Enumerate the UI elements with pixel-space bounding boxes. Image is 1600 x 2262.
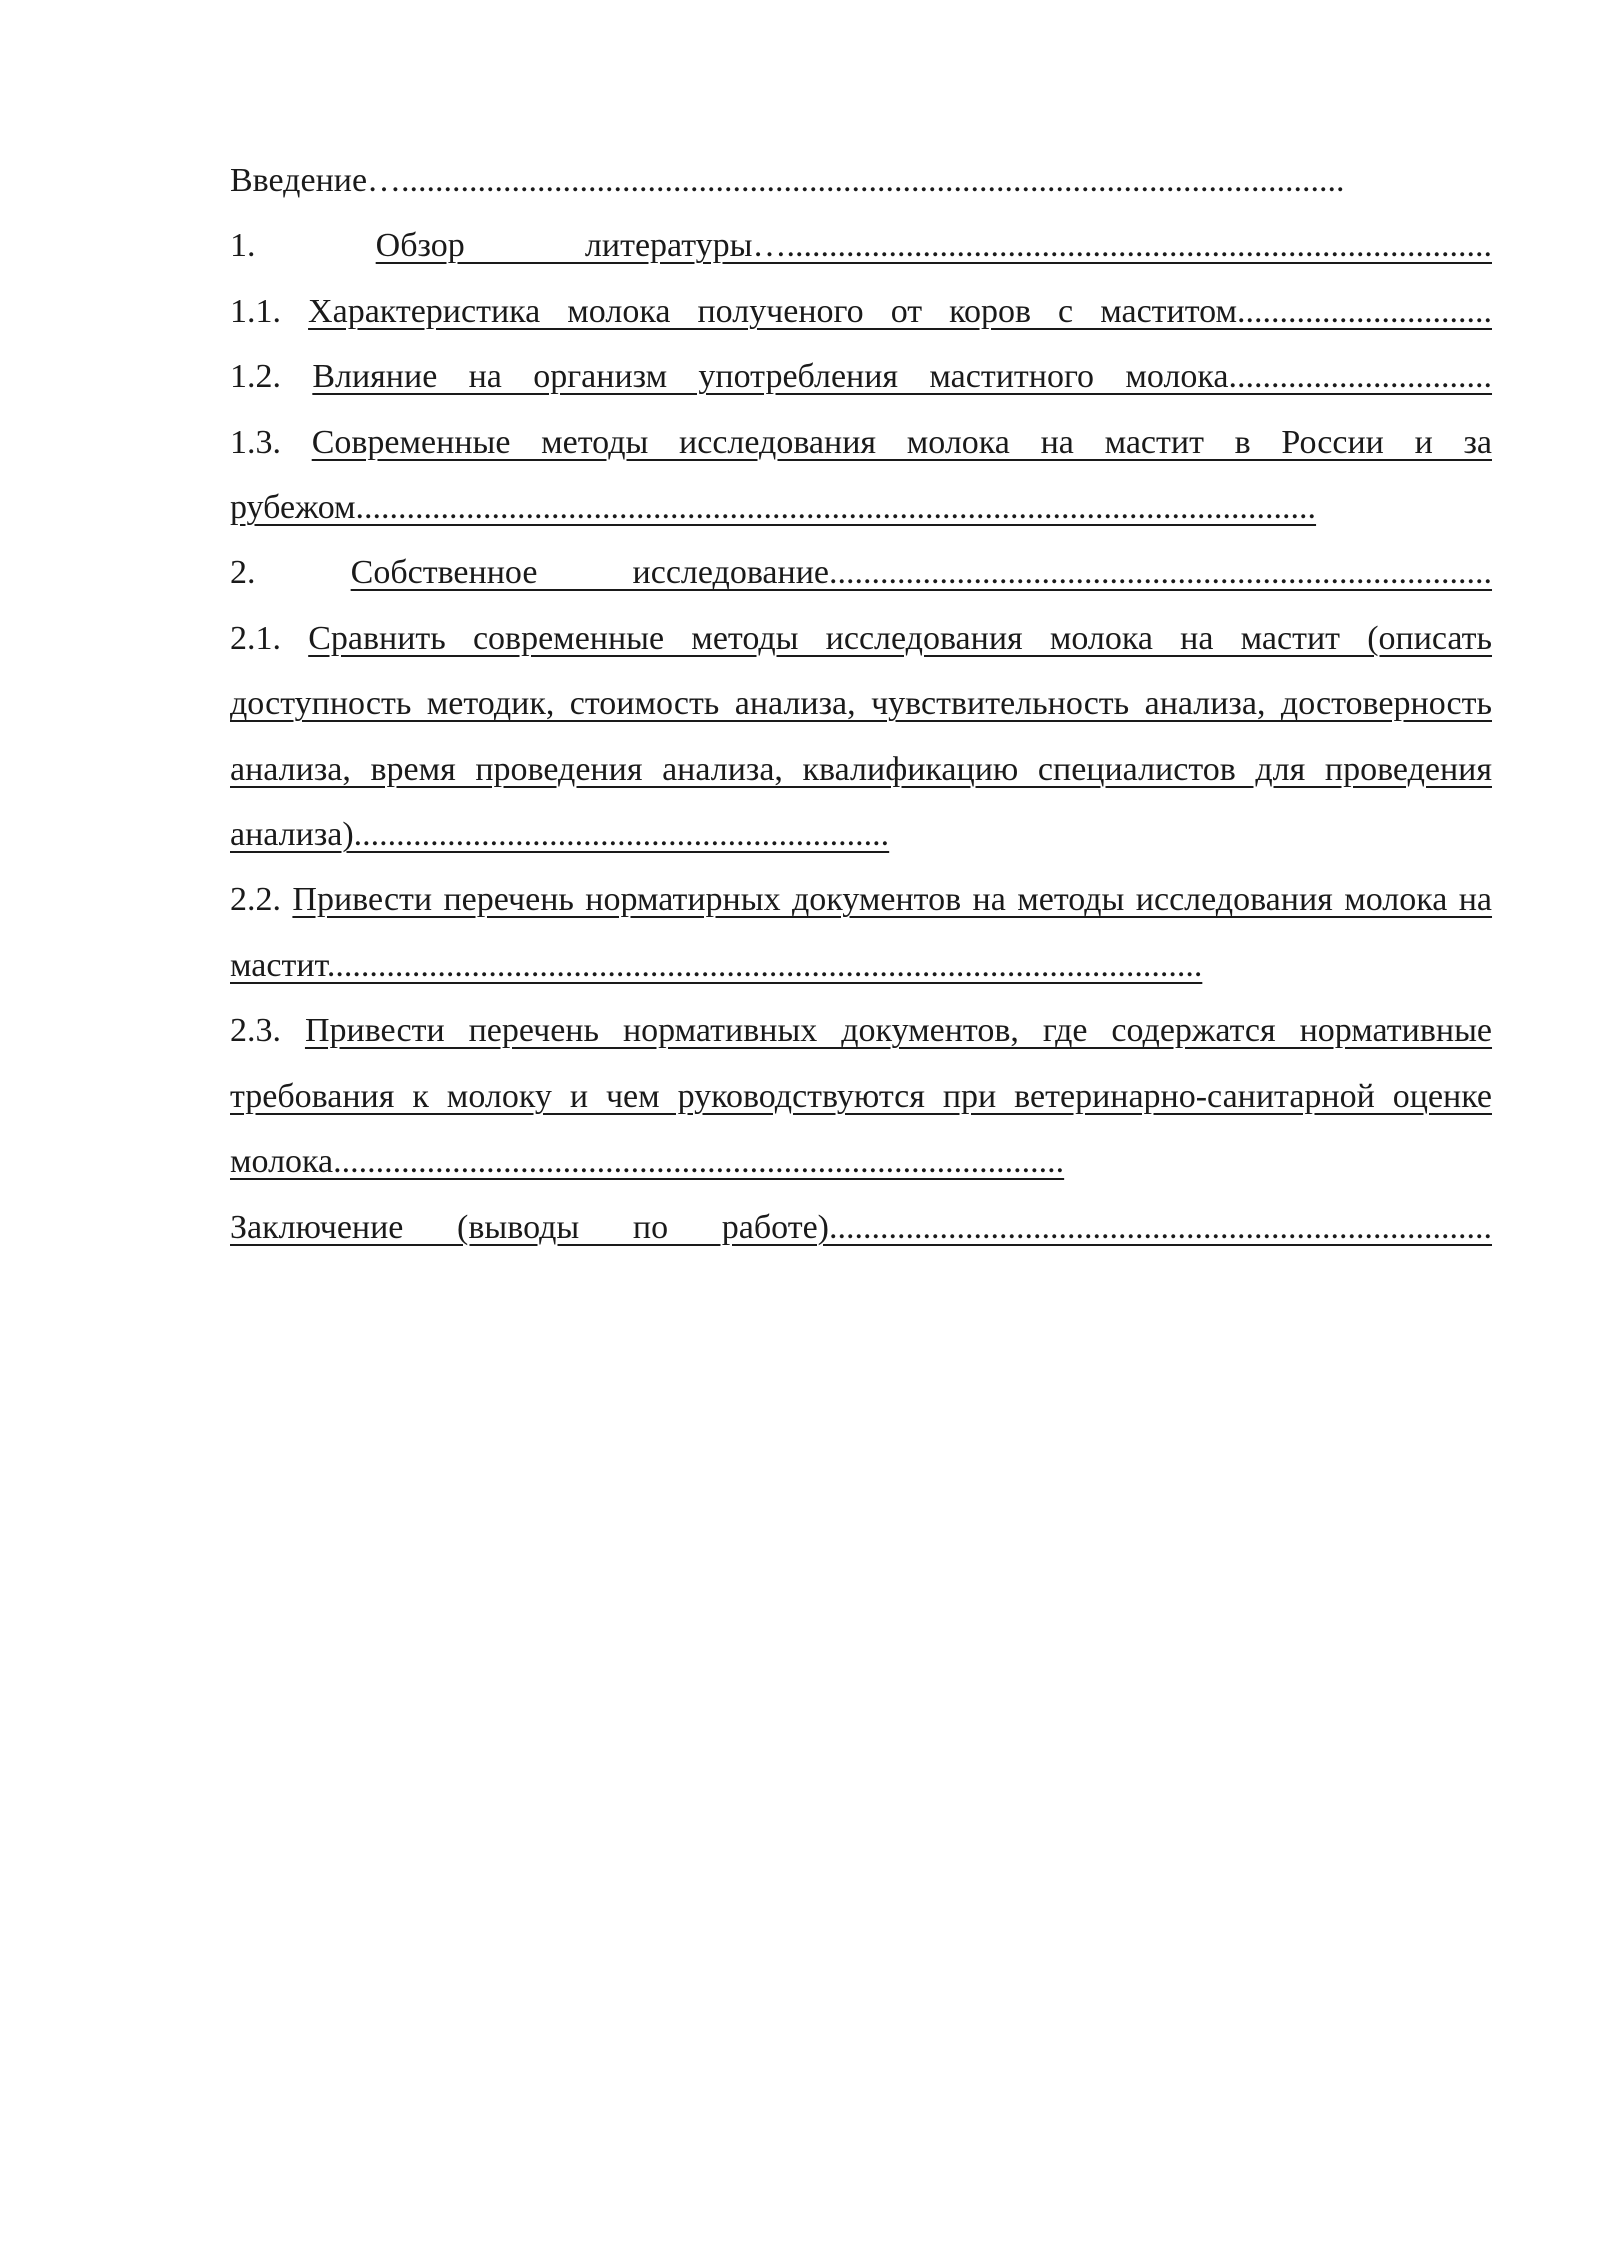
- toc-entry-title: Характеристика молока полученого от коров с маститом..............................: [308, 292, 1492, 330]
- toc-entry-title: Привести перечень норматирных документов на методы исследования молока на мастит.......................................................................................................: [230, 881, 1493, 984]
- toc-entry-number: 2.2.: [230, 881, 281, 919]
- toc-entry-1[interactable]: [230, 213, 1492, 278]
- toc-entry-title: Заключение (выводы по работе)..............................................................................: [230, 1208, 1492, 1246]
- toc-entry-number: 2.3.: [230, 1012, 281, 1050]
- toc-entry-number: 1.2.: [230, 358, 281, 396]
- toc-entry-number: 2.: [230, 554, 256, 592]
- toc-entry-title: Сравнить современные методы исследования молока на мастит (описать доступность методик, стоимость анализа, чувствительность анализа, достоверность анализа, время проведения анализа, квалификацию специалистов для проведения анализа)...............................................................: [230, 619, 1492, 854]
- table-of-contents: [230, 148, 1492, 1260]
- toc-entry-2-3[interactable]: [230, 998, 1492, 1194]
- toc-entry-number: 1.1.: [230, 292, 281, 330]
- toc-entry-title: Обзор литературы…...................................................................................: [375, 227, 1492, 265]
- toc-entry-title: Современные методы исследования молока на мастит в России и за рубежом.................................................................................................................: [230, 423, 1492, 527]
- toc-entry-2-1[interactable]: [230, 606, 1492, 868]
- toc-entry-conclusion[interactable]: [230, 1195, 1492, 1260]
- toc-entry-1-3[interactable]: [230, 410, 1492, 541]
- toc-entry-number: 1.: [230, 227, 256, 265]
- toc-entry-1-2[interactable]: [230, 344, 1492, 409]
- toc-entry-2[interactable]: [230, 540, 1492, 605]
- toc-entry-title: Привести перечень нормативных документов, где содержатся нормативные требования к молоку и чем руководствуются при ветеринарно-санитарной оценке молока......................................................................................: [230, 1012, 1493, 1181]
- toc-entry-introduction[interactable]: [230, 148, 1492, 213]
- toc-entry-title: Собственное исследование..............................................................................: [350, 554, 1493, 592]
- toc-entry-1-1[interactable]: [230, 279, 1492, 344]
- toc-entry-number: 1.3.: [230, 423, 281, 461]
- toc-entry-2-2[interactable]: [230, 867, 1492, 998]
- toc-entry-title: Влияние на организм употребления маститного молока...............................: [312, 358, 1493, 396]
- toc-entry-title: Введение…...............................................................................................................: [230, 162, 1345, 199]
- toc-entry-number: 2.1.: [230, 619, 281, 657]
